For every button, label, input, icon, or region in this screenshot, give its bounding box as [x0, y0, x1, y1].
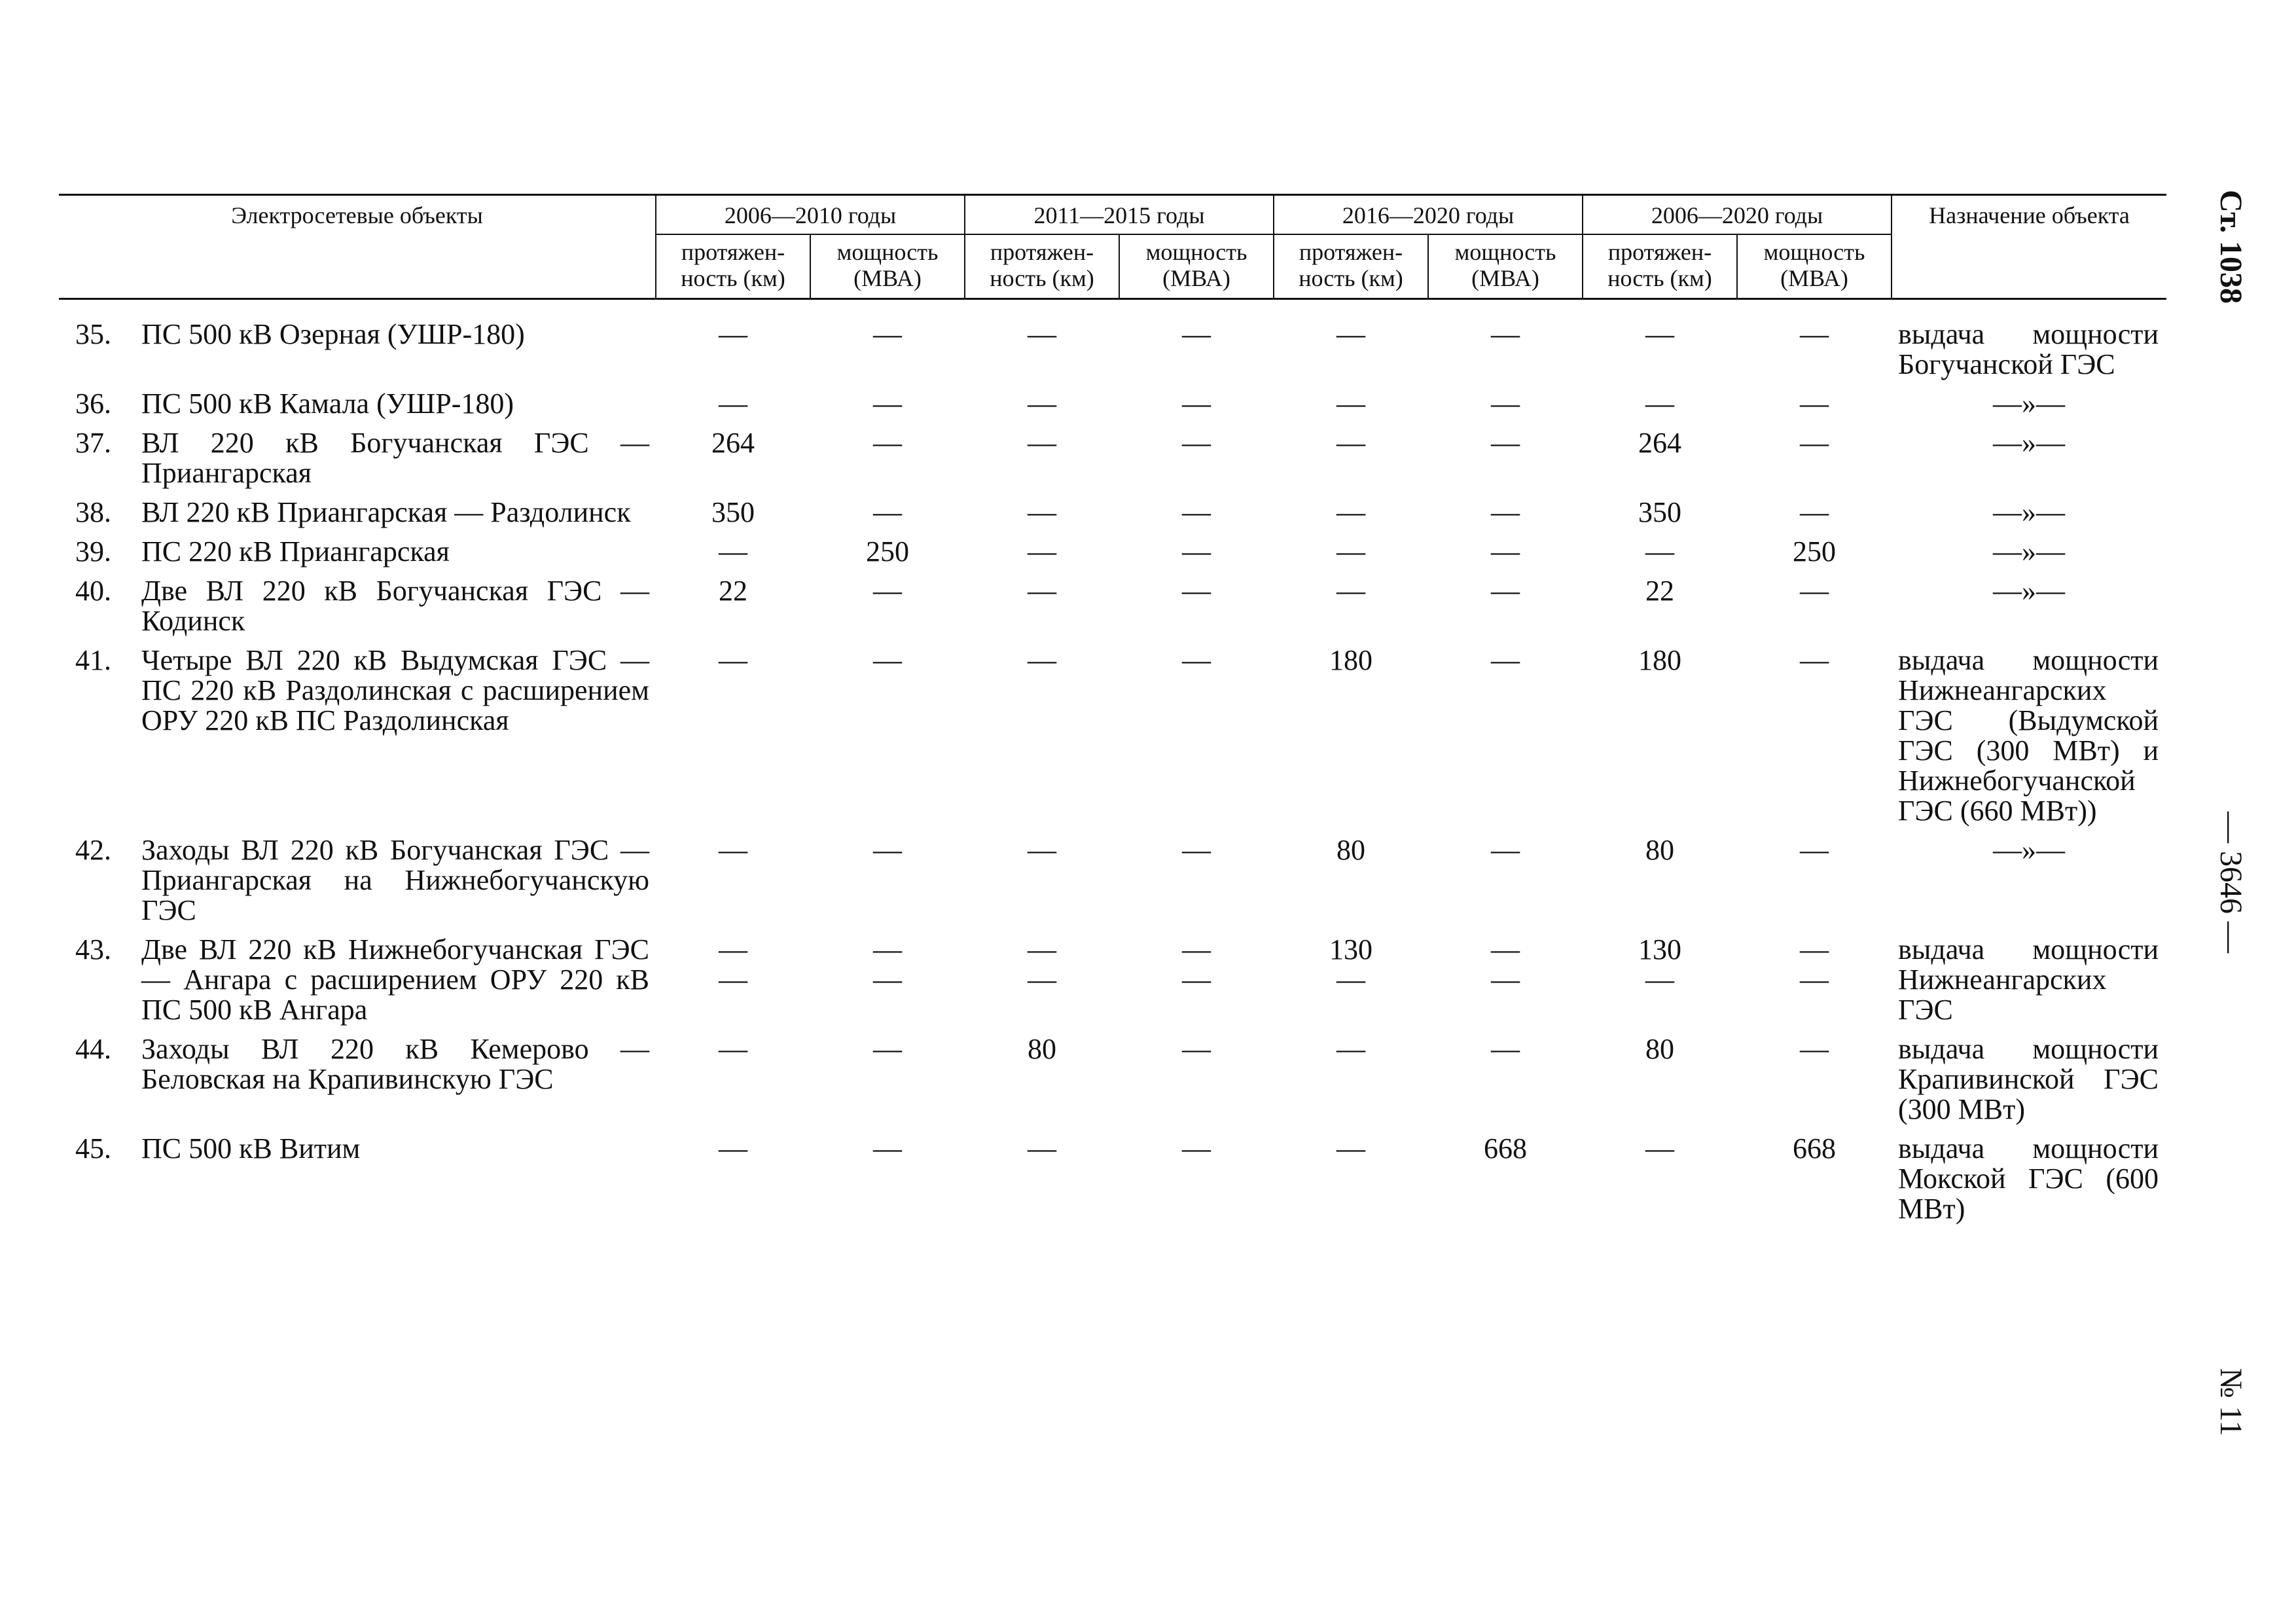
length-value: [656, 1134, 810, 1233]
cell-value: —: [1491, 496, 1520, 528]
cell-value: —: [1336, 1033, 1366, 1065]
power-value: [1119, 537, 1274, 576]
table-row: [59, 428, 2166, 497]
power-value: [1737, 935, 1892, 1034]
object-name: ПС 500 кВ Витим: [141, 1132, 361, 1164]
power-value: [1428, 645, 1583, 835]
row-number: 43.: [75, 933, 111, 965]
length-value: [965, 645, 1119, 835]
row-number: 42.: [75, 834, 111, 866]
cell-value: —: [1645, 388, 1675, 420]
cell-value: 80: [1336, 834, 1366, 866]
power-value: [1428, 497, 1583, 537]
cell-value: 668: [1793, 1132, 1837, 1164]
length-value: [1274, 835, 1428, 935]
object-purpose: выдача мощности Крапивинской ГЭС (300 МВт): [1898, 1033, 2159, 1125]
power-value: [1119, 576, 1274, 645]
cell-value: —: [1028, 1132, 1057, 1164]
cell-value: —: [873, 1132, 903, 1164]
power-value: [1737, 428, 1892, 497]
cell-value: —: [1800, 427, 1829, 459]
object-purpose: выдача мощности Мокской ГЭС (600 МВт): [1898, 1132, 2159, 1225]
cell-value: —: [1182, 644, 1211, 676]
cell-value: —: [1028, 964, 1057, 996]
header-period-1: 2006—2010 годы: [656, 195, 965, 235]
power-value: [1428, 576, 1583, 645]
cell-value: —: [1028, 644, 1057, 676]
power-value: [1428, 1134, 1583, 1233]
cell-value: —: [1182, 318, 1211, 350]
cell-value: 80: [1645, 1033, 1675, 1065]
power-value: [1119, 497, 1274, 537]
power-value: [810, 835, 965, 935]
header-period-3: 2016—2020 годы: [1274, 195, 1583, 235]
power-value: [1119, 935, 1274, 1034]
cell-value: —: [719, 1033, 748, 1065]
table-body: [59, 299, 2166, 1234]
cell-value: —: [1028, 427, 1057, 459]
cell-value: —: [1491, 644, 1520, 676]
cell-value: —: [1491, 964, 1520, 996]
cell-value: —: [1645, 318, 1675, 350]
cell-value: —: [1800, 834, 1829, 866]
length-value: [1583, 537, 1737, 576]
power-value: [810, 935, 965, 1034]
length-value: [1274, 1034, 1428, 1134]
power-value: [1119, 299, 1274, 389]
cell-value: —: [1491, 834, 1520, 866]
cell-value: —: [1800, 388, 1829, 420]
object-purpose: —»—: [1993, 388, 2066, 420]
length-value: [965, 1134, 1119, 1233]
cell-value: —: [1182, 1132, 1211, 1164]
cell-value: —: [1182, 834, 1211, 866]
cell-value: 250: [1793, 535, 1837, 568]
cell-value: —: [1182, 496, 1211, 528]
cell-value: —: [1800, 933, 1829, 965]
power-value: [1119, 1034, 1274, 1134]
length-value: [965, 428, 1119, 497]
cell-value: —: [873, 644, 903, 676]
cell-value: —: [1491, 1033, 1520, 1065]
cell-value: —: [1028, 535, 1057, 568]
cell-value: —: [1800, 318, 1829, 350]
power-value: [1428, 1034, 1583, 1134]
table-row: [59, 935, 2166, 1034]
cell-value: —: [1182, 535, 1211, 568]
length-value: [656, 645, 810, 835]
object-name: ВЛ 220 кВ Приангарская — Раздолинск: [141, 496, 631, 528]
cell-value: —: [1182, 1033, 1211, 1065]
cell-value: 264: [1638, 427, 1682, 459]
cell-value: —: [1028, 933, 1057, 965]
power-value: [810, 1134, 965, 1233]
cell-value: 22: [1645, 575, 1675, 607]
length-value: [656, 428, 810, 497]
cell-value: —: [719, 535, 748, 568]
object-name: Четыре ВЛ 220 кВ Выдумская ГЭС — ПС 220 кВ Раздолинская с расширением ОРУ 220 кВ ПС Раздолинская: [141, 644, 650, 736]
table-row: [59, 537, 2166, 576]
power-value: [810, 428, 965, 497]
cell-value: —: [873, 496, 903, 528]
cell-value: 80: [1645, 834, 1675, 866]
object-purpose: —»—: [1993, 496, 2066, 528]
length-value: [1583, 1134, 1737, 1233]
object-purpose: выдача мощности Богучанской ГЭС: [1898, 318, 2159, 380]
length-value: [965, 1034, 1119, 1134]
power-value: [1737, 835, 1892, 935]
length-value: [965, 299, 1119, 389]
cell-value: —: [1491, 318, 1520, 350]
object-name: Две ВЛ 220 кВ Богучанская ГЭС — Кодинск: [141, 575, 650, 637]
length-value: [965, 935, 1119, 1034]
table-row: [59, 645, 2166, 835]
cell-value: —: [873, 834, 903, 866]
power-value: [1428, 935, 1583, 1034]
object-purpose: выдача мощности Нижнеангарских ГЭС (Выдумской ГЭС (300 МВт) и Нижнебогучанской ГЭС (660 МВт)): [1898, 644, 2159, 827]
header-row-periods: [59, 195, 2166, 235]
document-sheet: [59, 194, 2166, 1233]
cell-value: —: [719, 388, 748, 420]
length-value: [965, 389, 1119, 428]
power-value: [1119, 1134, 1274, 1233]
length-value: [1583, 389, 1737, 428]
object-purpose: —»—: [1993, 427, 2066, 459]
power-value: [1119, 835, 1274, 935]
header-power: мощность (МВА): [1737, 234, 1892, 299]
object-name: Заходы ВЛ 220 кВ Богучанская ГЭС — Приангарская на Нижнебогучанскую ГЭС: [141, 834, 650, 926]
length-value: [1583, 645, 1737, 835]
cell-value: —: [719, 834, 748, 866]
object-name: Две ВЛ 220 кВ Нижнебогучанская ГЭС — Ангара с расширением ОРУ 220 кВ ПС 500 кВ Ангара: [141, 933, 650, 1026]
length-value: [1583, 428, 1737, 497]
length-value: [1274, 497, 1428, 537]
length-value: [965, 835, 1119, 935]
header-period-4: 2006—2020 годы: [1583, 195, 1892, 235]
cell-value: —: [1028, 496, 1057, 528]
header-length: протяжен-ность (км): [1274, 234, 1428, 299]
length-value: [1583, 935, 1737, 1034]
cell-value: —: [1028, 318, 1057, 350]
power-value: [1119, 645, 1274, 835]
table-row: [59, 497, 2166, 537]
cell-value: —: [1800, 575, 1829, 607]
header-length: протяжен-ность (км): [656, 234, 810, 299]
cell-value: —: [719, 318, 748, 350]
cell-value: —: [1336, 318, 1366, 350]
row-number: 44.: [75, 1033, 111, 1065]
row-number: 39.: [75, 535, 111, 568]
cell-value: 180: [1638, 644, 1682, 676]
cell-value: 80: [1028, 1033, 1057, 1065]
row-number: 45.: [75, 1132, 111, 1164]
object-name: Заходы ВЛ 220 кВ Кемерово — Беловская на Крапивинскую ГЭС: [141, 1033, 650, 1095]
length-value: [656, 299, 810, 389]
length-value: [656, 537, 810, 576]
cell-value: —: [1182, 964, 1211, 996]
cell-value: —: [873, 1033, 903, 1065]
power-value: [1737, 645, 1892, 835]
cell-value: 130: [1329, 933, 1373, 965]
length-value: [1583, 497, 1737, 537]
header-length: протяжен-ность (км): [965, 234, 1119, 299]
cell-value: 668: [1484, 1132, 1528, 1164]
power-value: [1428, 835, 1583, 935]
power-value: [1428, 389, 1583, 428]
cell-value: —: [1336, 427, 1366, 459]
cell-value: —: [1028, 388, 1057, 420]
row-number: 35.: [75, 318, 111, 350]
cell-value: —: [1182, 388, 1211, 420]
length-value: [656, 1034, 810, 1134]
power-value: [810, 389, 965, 428]
cell-value: 350: [711, 496, 755, 528]
object-purpose: —»—: [1993, 575, 2066, 607]
article-number: Ст. 1038: [2214, 190, 2248, 304]
cell-value: —: [1028, 575, 1057, 607]
issue-number: № 11: [2214, 1368, 2248, 1437]
cell-value: —: [873, 318, 903, 350]
cell-value: —: [873, 964, 903, 996]
cell-value: —: [1491, 575, 1520, 607]
cell-value: —: [1800, 964, 1829, 996]
object-purpose: —»—: [1993, 834, 2066, 866]
length-value: [656, 835, 810, 935]
cell-value: 264: [711, 427, 755, 459]
table-row: [59, 1034, 2166, 1134]
cell-value: —: [1336, 575, 1366, 607]
header-power: мощность (МВА): [1428, 234, 1583, 299]
length-value: [1274, 1134, 1428, 1233]
cell-value: —: [1336, 535, 1366, 568]
cell-value: —: [719, 964, 748, 996]
row-number: 36.: [75, 388, 111, 420]
length-value: [1583, 835, 1737, 935]
object-purpose: выдача мощности Нижнеангарских ГЭС: [1898, 933, 2159, 1026]
cell-value: —: [873, 427, 903, 459]
power-value: [1737, 537, 1892, 576]
power-value: [1428, 428, 1583, 497]
object-name: ПС 500 кВ Камала (УШР-180): [141, 388, 514, 420]
header-length: протяжен-ность (км): [1583, 234, 1737, 299]
length-value: [965, 576, 1119, 645]
length-value: [965, 497, 1119, 537]
header-objects: Электросетевые объекты: [59, 195, 656, 299]
length-value: [1274, 389, 1428, 428]
length-value: [1274, 576, 1428, 645]
length-value: [1274, 299, 1428, 389]
cell-value: —: [1182, 575, 1211, 607]
length-value: [965, 537, 1119, 576]
power-value: [1737, 497, 1892, 537]
power-value: [810, 1034, 965, 1134]
table-row: [59, 299, 2166, 389]
cell-value: —: [873, 388, 903, 420]
cell-value: —: [1491, 388, 1520, 420]
cell-value: —: [1336, 388, 1366, 420]
cell-value: —: [1645, 535, 1675, 568]
length-value: [1274, 537, 1428, 576]
cell-value: —: [1645, 1132, 1675, 1164]
cell-value: 350: [1638, 496, 1682, 528]
table-row: [59, 835, 2166, 935]
cell-value: —: [1645, 964, 1675, 996]
length-value: [656, 576, 810, 645]
table-row: [59, 576, 2166, 645]
length-value: [656, 935, 810, 1034]
power-value: [810, 299, 965, 389]
cell-value: —: [873, 575, 903, 607]
length-value: [1274, 645, 1428, 835]
page-margin: [2176, 190, 2254, 1437]
power-value: [1737, 576, 1892, 645]
power-grid-objects-table: [59, 194, 2166, 1233]
cell-value: —: [1491, 535, 1520, 568]
header-power: мощность (МВА): [810, 234, 965, 299]
header-purpose: Назначение объекта: [1892, 195, 2166, 299]
power-value: [810, 645, 965, 835]
length-value: [656, 389, 810, 428]
power-value: [1428, 537, 1583, 576]
cell-value: —: [1800, 644, 1829, 676]
cell-value: —: [1800, 1033, 1829, 1065]
power-value: [1737, 1034, 1892, 1134]
length-value: [1274, 935, 1428, 1034]
row-number: 40.: [75, 575, 111, 607]
cell-value: 22: [719, 575, 748, 607]
cell-value: 250: [866, 535, 910, 568]
table-row: [59, 1134, 2166, 1233]
object-name: ПС 500 кВ Озерная (УШР-180): [141, 318, 525, 350]
cell-value: 130: [1638, 933, 1682, 965]
cell-value: —: [1182, 427, 1211, 459]
header-period-2: 2011—2015 годы: [965, 195, 1274, 235]
cell-value: —: [719, 933, 748, 965]
row-number: 38.: [75, 496, 111, 528]
page-number: — 3646 —: [2214, 812, 2248, 953]
power-value: [1119, 428, 1274, 497]
power-value: [810, 576, 965, 645]
table-row: [59, 389, 2166, 428]
cell-value: —: [719, 1132, 748, 1164]
power-value: [810, 537, 965, 576]
cell-value: —: [1800, 496, 1829, 528]
length-value: [1274, 428, 1428, 497]
cell-value: —: [873, 933, 903, 965]
cell-value: —: [1336, 964, 1366, 996]
object-name: ВЛ 220 кВ Богучанская ГЭС — Приангарская: [141, 427, 650, 489]
power-value: [1737, 1134, 1892, 1233]
row-number: 37.: [75, 427, 111, 459]
cell-value: 180: [1329, 644, 1373, 676]
cell-value: —: [1182, 933, 1211, 965]
cell-value: —: [1491, 427, 1520, 459]
object-purpose: —»—: [1993, 535, 2066, 568]
length-value: [656, 497, 810, 537]
cell-value: —: [719, 644, 748, 676]
length-value: [1583, 576, 1737, 645]
cell-value: —: [1491, 933, 1520, 965]
length-value: [1583, 1034, 1737, 1134]
power-value: [1737, 299, 1892, 389]
row-number: 41.: [75, 644, 111, 676]
power-value: [1119, 389, 1274, 428]
power-value: [1428, 299, 1583, 389]
power-value: [810, 497, 965, 537]
header-power: мощность (МВА): [1119, 234, 1274, 299]
object-name: ПС 220 кВ Приангарская: [141, 535, 450, 568]
cell-value: —: [1336, 496, 1366, 528]
cell-value: —: [1336, 1132, 1366, 1164]
power-value: [1737, 389, 1892, 428]
length-value: [1583, 299, 1737, 389]
cell-value: —: [1028, 834, 1057, 866]
